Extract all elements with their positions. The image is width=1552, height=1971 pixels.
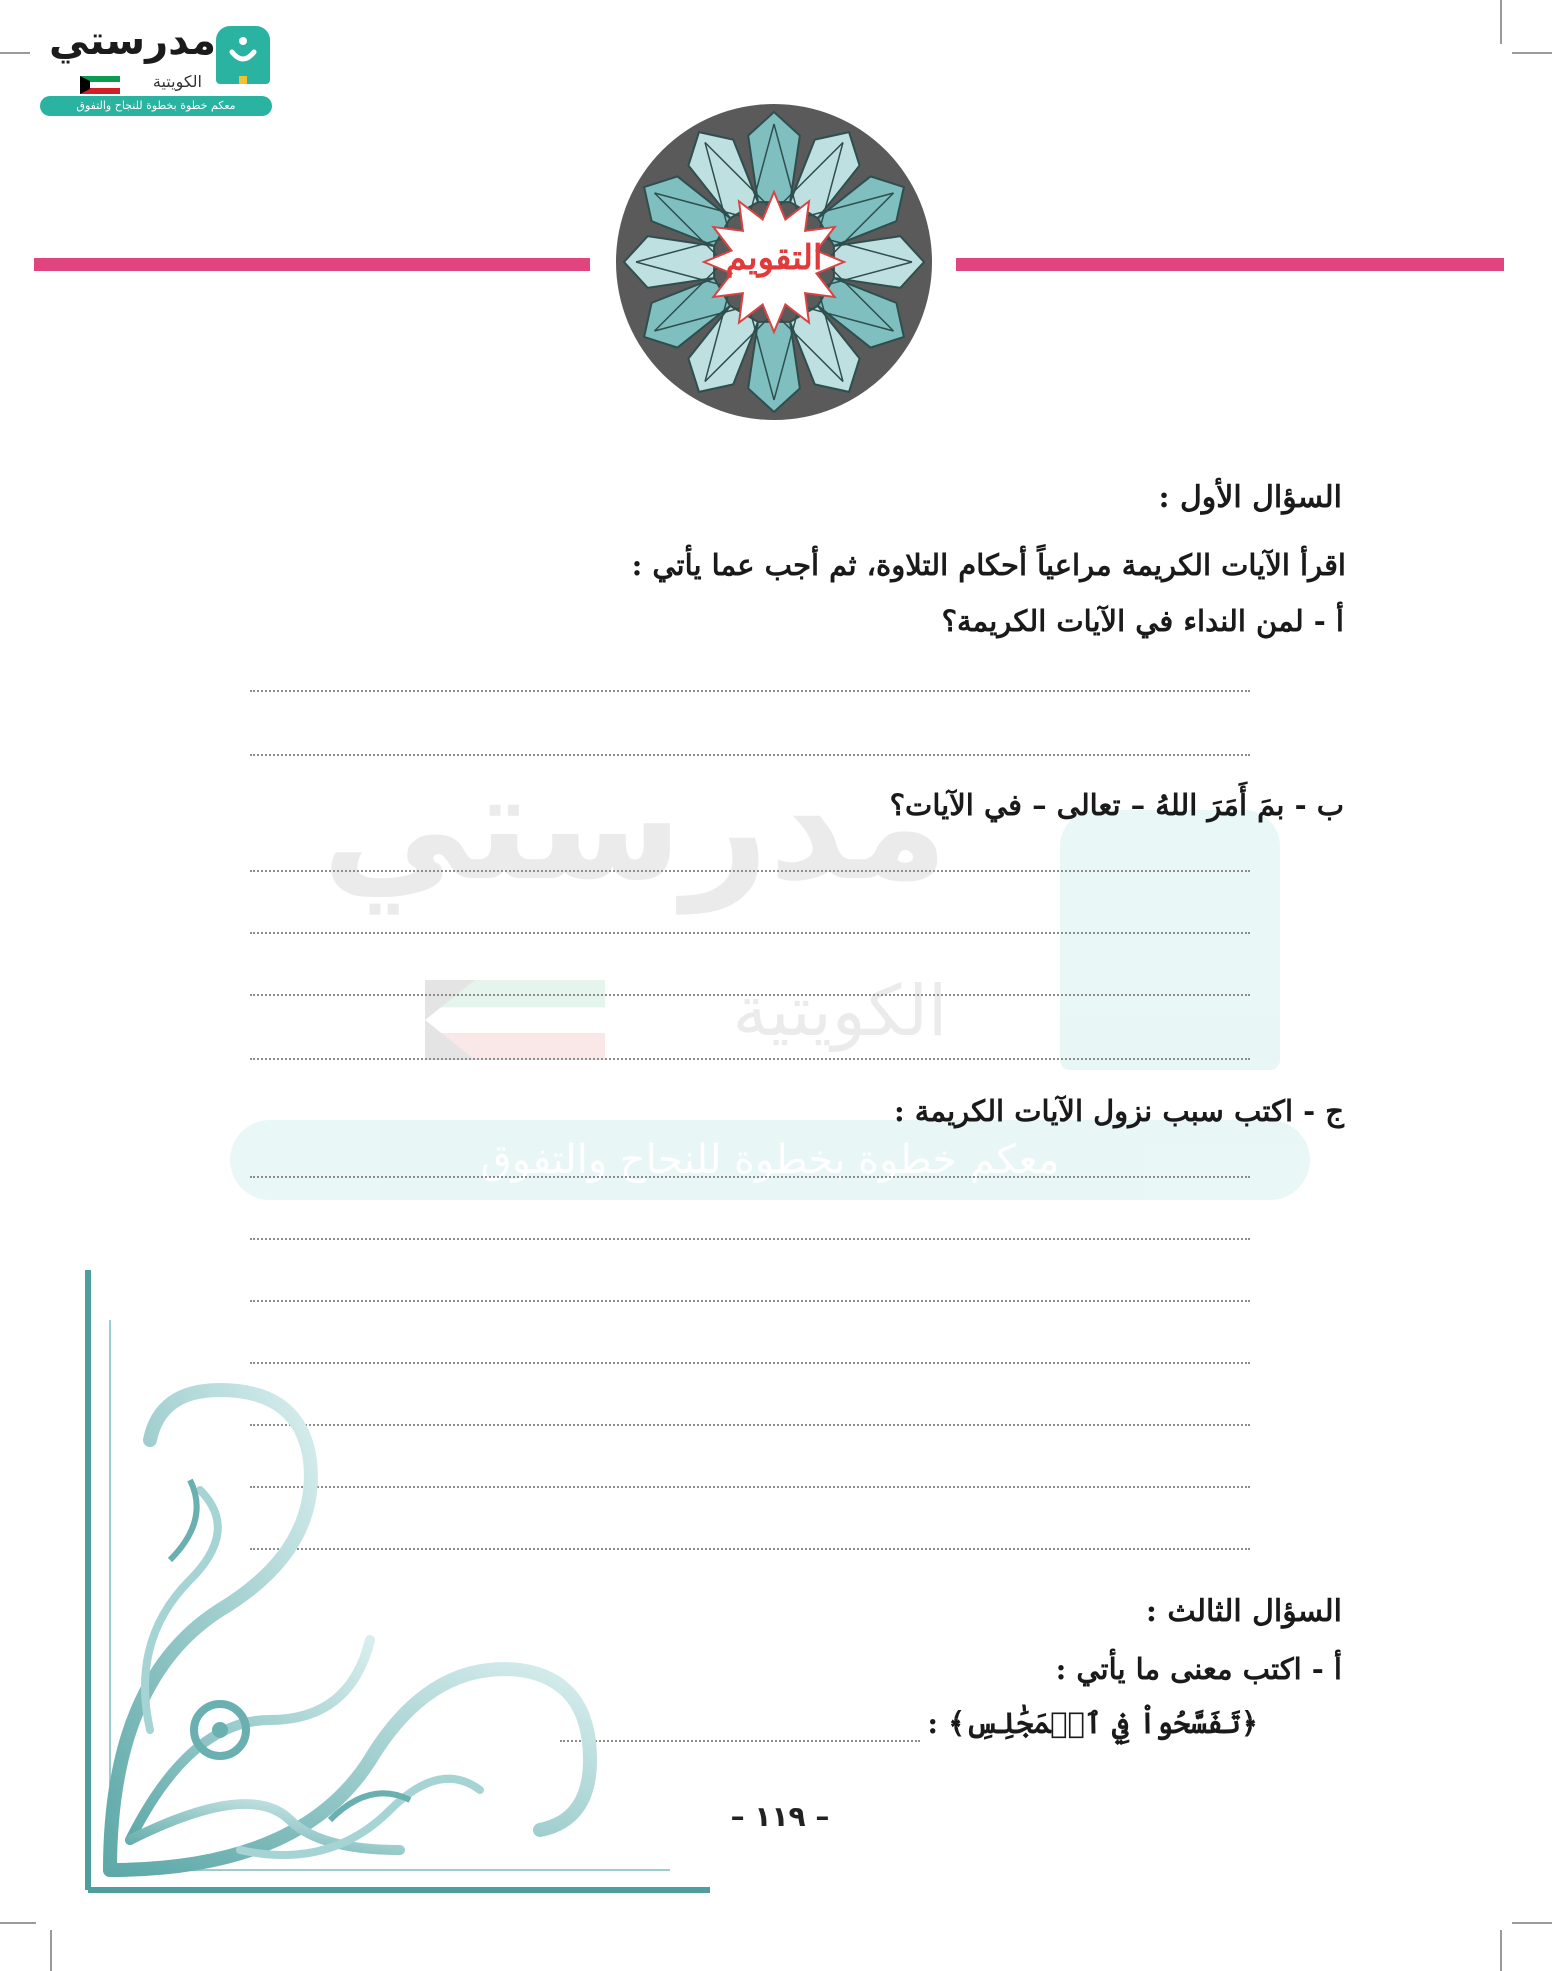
brand-tagline: معكم خطوة بخطوة للنجاح والتفوق: [40, 96, 272, 116]
brand-logo-icon: [216, 26, 270, 84]
header-bar-right: [956, 258, 1504, 271]
smile-icon: [216, 26, 270, 84]
answer-line[interactable]: [250, 1058, 1250, 1060]
answer-line[interactable]: [250, 1238, 1250, 1240]
brand-logo: [34, 18, 274, 118]
page-number: – ١١٩ –: [730, 1800, 830, 1833]
answer-line[interactable]: [250, 994, 1250, 996]
answer-line[interactable]: [250, 1176, 1250, 1178]
corner-ornament: [70, 1260, 720, 1910]
answer-line[interactable]: [250, 870, 1250, 872]
question-3-item-a: أ - اكتب معنى ما يأتي :: [1055, 1652, 1342, 1686]
rosette-emblem: [610, 98, 938, 426]
quran-term: ﴿تَفَسَّحُواْ فِي ٱلۡمَجَٰلِسِ﴾ :: [927, 1706, 1258, 1740]
watermark-logo-icon: [1060, 810, 1280, 1070]
question-1-instruction: اقرأ الآيات الكريمة مراعياً أحكام التلاوة، ثم أجب عما يأتي :: [631, 548, 1346, 582]
crop-mark: [1512, 52, 1552, 54]
question-1-heading: السؤال الأول :: [1158, 480, 1342, 515]
watermark-title: مدرستي: [321, 740, 949, 914]
question-3-heading: السؤال الثالث :: [1145, 1594, 1342, 1629]
question-1-item-c: ج - اكتب سبب نزول الآيات الكريمة :: [894, 1094, 1344, 1128]
crop-mark: [50, 1930, 52, 1971]
watermark-subtitle: الكويتية: [732, 970, 948, 1052]
crop-mark: [0, 1922, 36, 1924]
question-1-item-b: ب - بمَ أَمَرَ اللهُ – تعالى – في الآيات؟: [889, 788, 1344, 822]
crop-mark: [1512, 1922, 1552, 1924]
watermark-tagline: معكم خطوة بخطوة للنجاح والتفوق: [230, 1120, 1310, 1200]
brand-name: مدرستي: [48, 18, 216, 64]
crop-mark: [0, 52, 30, 54]
kuwait-flag-icon: [80, 76, 120, 94]
answer-line[interactable]: [250, 932, 1250, 934]
watermark-flag: [425, 980, 605, 1060]
header-title: التقويم: [725, 238, 823, 278]
brand-country: الكويتية: [152, 72, 202, 91]
crop-mark: [1500, 1930, 1502, 1971]
header-bar-left: [34, 258, 590, 271]
crop-mark: [1500, 0, 1502, 44]
question-1-item-a: أ - لمن النداء في الآيات الكريمة؟: [941, 604, 1344, 638]
answer-line[interactable]: [250, 754, 1250, 756]
answer-line[interactable]: [250, 690, 1250, 692]
arabesque-icon: [70, 1260, 720, 1910]
